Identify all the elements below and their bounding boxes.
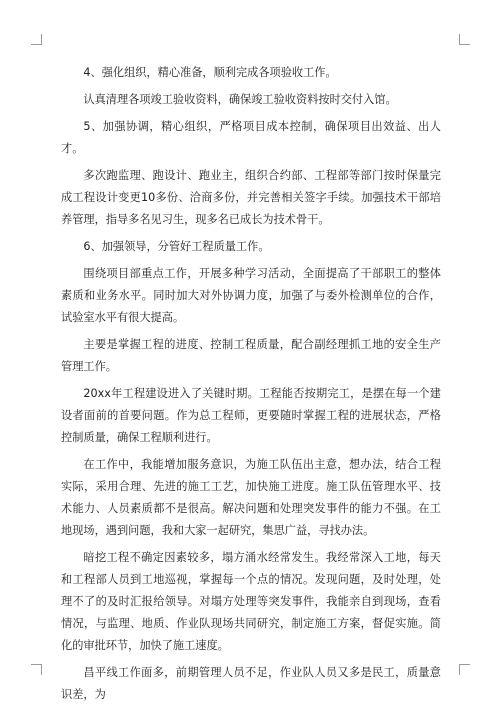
page-corner-mark-top-left <box>31 34 42 45</box>
paragraph: 暗挖工程不确定因素较多，塌方涌水经常发生。我经常深入工地，每天和工程部人员到工地巡视，掌握每一个点的情况。发现问题，及时处理，处理不了的及时汇报给领导。对塌方处理等突发事件，我能亲自到现场，查看情况，与监理、地质、作业队现场共同研究，制定施工方案，督促实施。简化的审批环节，加快了施工速度。 <box>61 551 441 652</box>
paragraph: 20xx年工程建设进入了关键时期。工程能否按期完工，是摆在每一个建设者面前的首要问题。作为总工程师，更要随时掌握工程的进展状态，严格控制质量，确保工程顺利进行。 <box>61 387 441 444</box>
paragraph: 5、加强协调，精心组织，严格项目成本控制，确保项目出效益、出人才。 <box>61 120 441 155</box>
paragraph: 在工作中，我能增加服务意识，为施工队伍出主意，想办法，结合工程实际，采用合理、先进的施工工艺，加快施工进度。施工队伍管理水平、技术能力、人员素质都不是很高。解决问题和处理突发事件的能力不强。在工地现场，遇到问题，我和大家一起研究，集思广益，寻找办法。 <box>61 458 441 537</box>
paragraph: 6、加强领导，分管好工程质量工作。 <box>83 240 270 253</box>
paragraph: 围绕项目部重点工作，开展多种学习活动，全面提高了干部职工的整体素质和业务水平。同时加大对外协调力度，加强了与委外检测单位的合作，试验室水平有很大提高。 <box>61 267 441 324</box>
paragraph: 昌平线工作面多，前期管理人员不足，作业队人员又多是民工，质量意识差，为 <box>61 666 441 701</box>
page-corner-mark-top-right <box>459 34 470 45</box>
page-corner-mark-bottom-left <box>31 664 42 675</box>
paragraph: 多次跑监理、跑设计、跑业主，组织合约部、工程部等部门按时保量完成工程设计变更10多份、洽商多份，并完善相关签字手续。加强技术干部培养管理，指导多名见习生，现多名已成长为技术骨干。 <box>61 169 441 226</box>
paragraph: 4、强化组织，精心准备，顺利完成各项验收工作。 <box>83 66 337 79</box>
paragraph: 认真清理各项竣工验收资料，确保竣工验收资料按时交付入馆。 <box>83 93 397 106</box>
document-body <box>61 62 441 711</box>
page-corner-mark-bottom-right <box>459 664 470 675</box>
paragraph: 主要是掌握工程的进度、控制工程质量，配合副经理抓工地的安全生产管理工作。 <box>61 338 441 373</box>
